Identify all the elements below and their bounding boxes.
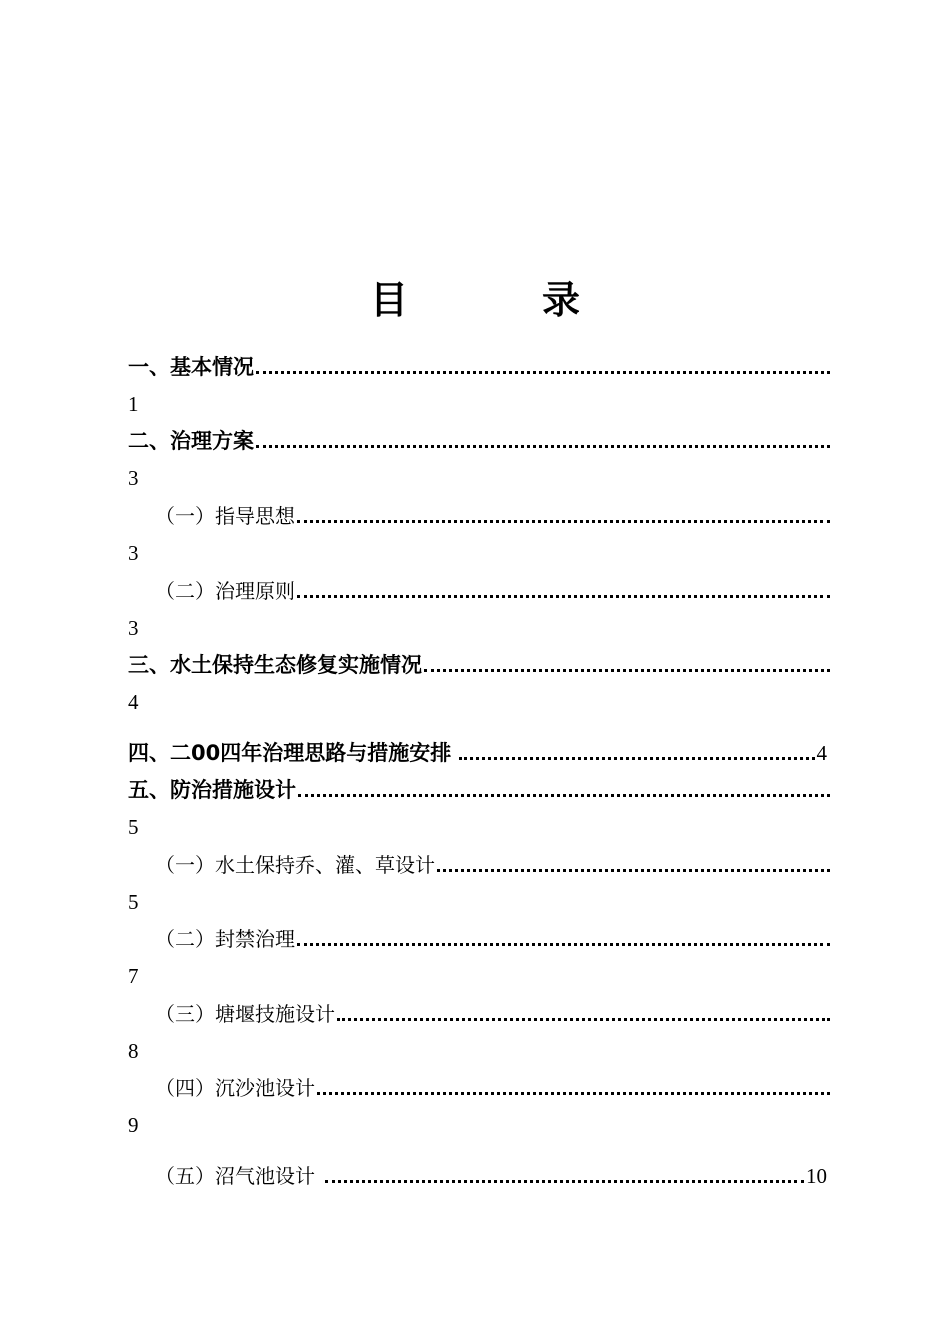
dot-leader <box>325 1180 804 1183</box>
toc-entry-label: （四）沉沙池设计 <box>155 1076 315 1100</box>
toc-entry[interactable] <box>155 574 832 604</box>
toc-entry-page: 5 <box>128 815 139 839</box>
toc-entry-page: 4 <box>816 741 827 765</box>
toc-entry-page: 3 <box>128 466 139 490</box>
toc-entry[interactable] <box>128 648 832 678</box>
toc-entry-label: （二）治理原则 <box>155 579 295 603</box>
dot-leader <box>317 1092 830 1095</box>
toc-entry[interactable] <box>128 350 832 380</box>
dot-leader <box>297 943 830 946</box>
toc-entry[interactable] <box>155 922 832 952</box>
dot-leader <box>298 794 830 797</box>
toc-entry-label: 一、基本情况 <box>128 355 254 379</box>
toc-entry-page: 3 <box>128 616 139 640</box>
toc-entry-page: 7 <box>128 964 139 988</box>
toc-entry-label: （二）封禁治理 <box>155 927 295 951</box>
toc-entry-label: （一）水土保持乔、灌、草设计 <box>155 853 435 877</box>
dot-leader <box>424 669 830 672</box>
toc-entry[interactable] <box>155 1071 832 1101</box>
toc-entry[interactable] <box>155 499 832 529</box>
toc-entry-label: 三、水土保持生态修复实施情况 <box>128 653 422 677</box>
toc-entry[interactable] <box>155 1159 827 1189</box>
dot-leader <box>437 869 830 872</box>
toc-entry[interactable] <box>128 424 832 454</box>
toc-entry-page: 5 <box>128 890 139 914</box>
toc-entry-label: （五）沼气池设计 <box>155 1164 315 1188</box>
toc-entry[interactable] <box>128 736 827 766</box>
toc-entry-page: 3 <box>128 541 139 565</box>
toc-entry-label: 四、二00四年治理思路与措施安排 <box>128 741 452 765</box>
dot-leader <box>297 595 830 598</box>
toc-entry-page: 10 <box>806 1164 827 1188</box>
toc-entry-label: 二、治理方案 <box>128 429 254 453</box>
dot-leader <box>256 371 830 374</box>
toc-entry-label: （三）塘堰技施设计 <box>155 1002 335 1026</box>
toc-entry-label: （一）指导思想 <box>155 504 295 528</box>
dot-leader <box>337 1018 830 1021</box>
toc-entry-page: 8 <box>128 1039 139 1063</box>
dot-leader <box>256 445 830 448</box>
dot-leader <box>297 520 830 523</box>
dot-leader <box>459 757 814 760</box>
page-title: 目 录 <box>369 277 628 322</box>
toc-entry[interactable] <box>155 997 832 1027</box>
toc-entry-page: 4 <box>128 690 139 714</box>
toc-entry[interactable] <box>128 773 832 803</box>
toc-entry[interactable] <box>155 848 832 878</box>
toc-entry-label: 五、防治措施设计 <box>128 778 296 802</box>
toc-entry-page: 9 <box>128 1113 139 1137</box>
toc-entry-page: 1 <box>128 392 139 416</box>
